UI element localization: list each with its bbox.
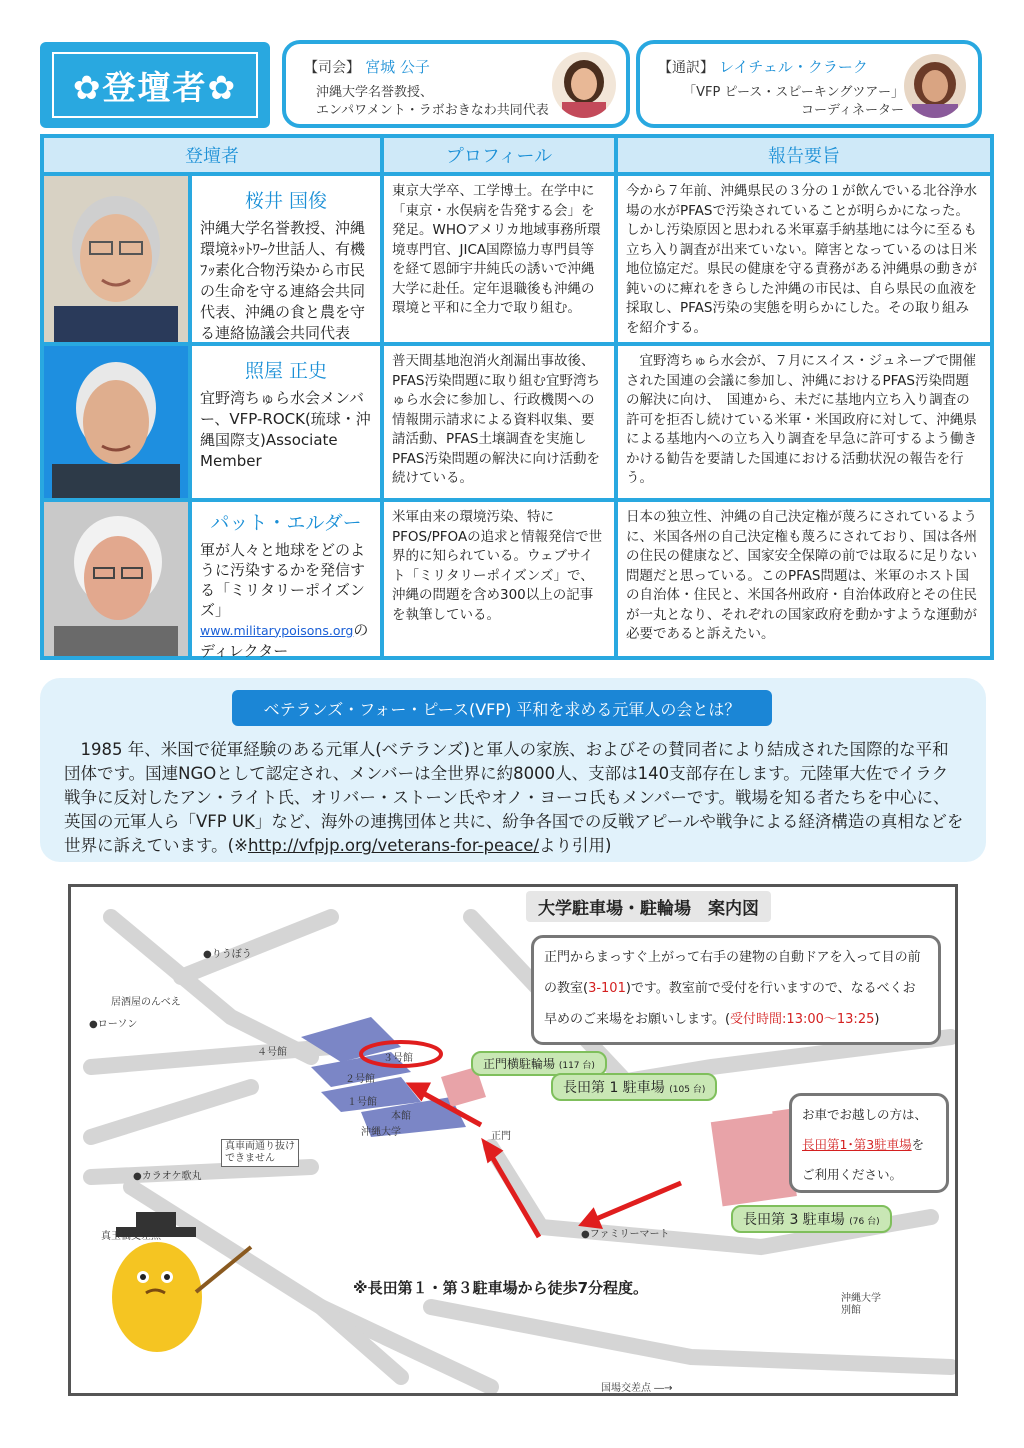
interpreter-desc-2: コーディネーター — [801, 103, 904, 118]
militarypoisons-link[interactable]: www.militarypoisons.org — [200, 622, 354, 638]
vfp-body-end: より引用) — [539, 836, 612, 855]
speaker-2-summary: 宜野湾ちゅら水会が、７月にスイス・ジュネーブで開催された国連の会議に参加し、沖縄におけるPFAS汚染問題の解決に向け、 国連から、未だに基地内立ち入り調査の許可を拒否し続けている米軍・米国政府に対して、沖縄県による基地内への立ち入り調査を早急に許可するよう働きかける勧告を要請した国連における活動状況の報告を行う。 — [618, 346, 990, 498]
entrance-info-bubble — [531, 935, 941, 1045]
bubble1-line2b: )です。教室前で受付を行いますので、なるべくお — [625, 981, 916, 996]
speaker-1-photo — [44, 176, 188, 342]
label-b1: １号館 — [347, 1097, 377, 1108]
speakers-table — [40, 134, 994, 660]
speaker-1-summary: 今から７年前、沖縄県民の３分の１が飲んでいる北谷浄水場の水がPFASで汚染されていることが明らかになった。しかし汚染原因と思われる米軍嘉手納基地には今に至るも立ち入り調査が出来ていない。障害となっているのは日米地位協定だ。県民の健康を守る責務がある沖縄県の動きが鈍いのに痺れをきらした沖縄の市民は、自ら県民の血液を採取し、PFAS汚染の実態を明らかにした。その取り組みを紹介する。 — [618, 176, 990, 342]
speaker-2-info — [192, 346, 380, 498]
label-b4: ４号館 — [257, 1047, 287, 1058]
bubble2-line2: を — [911, 1137, 925, 1152]
bubble1-line3b: ) — [874, 1012, 880, 1027]
walk-note: ※長田第１・第３駐車場から徒歩7分程度。 — [353, 1279, 649, 1297]
parking-bike-count: (117 台) — [558, 1061, 595, 1071]
reception-time: 受付時間:13:00～13:25 — [730, 1012, 875, 1027]
parking-1 — [551, 1073, 717, 1101]
bubble2-line3: ご利用ください。 — [802, 1167, 903, 1182]
speaker-3-summary: 日本の独立性、沖縄の自己決定権が蔑ろにされているように、米国各州の自己決定権も蔑ろにされており、国は各州の住民の健康など、国家安全保障の前では取るに足りない問題だと思っている。このPFAS問題は、米軍のホスト国の自治体・住民と、米国各州政府・自治体政府とその住民が一丸となり、それぞれの国家政府を動かすような運動が必要であると訴えたい。 — [618, 502, 990, 656]
speaker-1-profile: 東京大学卒、工学博士。在学中に「東京・水俣病を告発する会」を発足。WHOアメリカ地域事務所環境専門官、JICA国際協力専門員等を経て恩師宇井純氏の誘いで沖縄大学に赴任。定年退職後も沖縄の環境と平和に全力で取り組む。 — [384, 176, 614, 342]
speaker-1-name: 桜井 国俊 — [244, 190, 328, 212]
parking-info-bubble — [789, 1093, 949, 1193]
label-honkan: 本館 — [391, 1111, 411, 1122]
parking-3 — [731, 1205, 892, 1233]
moderator-card — [282, 40, 630, 128]
map-title: 大学駐車場・駐輪場 案内図 — [526, 891, 771, 922]
parking-3-label: 長田第 3 駐車場 — [743, 1212, 845, 1228]
interpreter-role: 【通訳】 — [658, 60, 714, 76]
interpreter-name: レイチェル・クラーク — [719, 58, 868, 76]
moderator-role: 【司会】 — [304, 60, 360, 76]
label-crossing-1: 真玉橋交差点 — [101, 1231, 161, 1242]
campus-map — [68, 884, 958, 1396]
th-speaker: 登壇者 — [44, 138, 380, 172]
interpreter-photo — [904, 54, 966, 118]
label-ryubo: ●りうぼう — [203, 949, 252, 960]
parking-bike-label: 正門横駐輪場 — [483, 1057, 556, 1071]
bubble1-line2a: の教室( — [544, 981, 589, 996]
speaker-2-name: 照屋 正史 — [244, 360, 328, 382]
parking-1-count: (105 台) — [669, 1085, 706, 1095]
speaker-1-desc: 沖縄大学名誉教授、沖縄環境ﾈｯﾄﾜｰｸ世話人、有機ﾌｯ素化合物汚染から市民の生命を守る連絡会共同代表、沖縄の食と農を守る連絡協議会共同代表 — [200, 218, 366, 342]
speaker-2-profile: 普天間基地泡消火剤漏出事故後、PFAS汚染問題に取り組む宜野湾ちゅら水会に参加し、行政機関への情報開示請求による資料収集、要請活動、PFAS土壌調査を実施しPFAS汚染問題の解決に向け活動を続けている。 — [384, 346, 614, 498]
label-seimon: 正門 — [491, 1131, 511, 1142]
speaker-3-info — [192, 502, 380, 660]
parking-1-label: 長田第 1 駐車場 — [563, 1080, 665, 1096]
bubble1-line3a: 早めのご来場をお願いします。( — [544, 1012, 731, 1027]
moderator-photo — [552, 52, 616, 118]
vfp-heading: ベテランズ・フォー・ピース(VFP) 平和を求める元軍人の会とは？ — [232, 690, 772, 726]
speaker-3-desc-2: のディレクター — [200, 620, 369, 660]
th-summary: 報告要旨 — [618, 138, 990, 172]
vfp-body-text: 1985 年、米国で従軍経験のある元軍人(ベテランズ)と軍人の家族、およびその賛同者により結成された国際的な平和団体です。国連NGOとして認定され、メンバーは全世界に約8000人、支部は140支部存在します。元陸軍大佐でイラク戦争に反対したアン・ライト氏、オリバー・ストーン氏やオノ・ヨーコ氏もメンバーです。戦場を知る者たちを中心に、英国の元軍人ら「VFP UK」など、海外の連携団体と共に、紛争各国での反戦アピールや戦争による経済構造の真相などを世界に訴えています。(※ — [64, 740, 964, 855]
label-lawson: ●ローソン — [89, 1019, 138, 1030]
label-karaoke: ●カラオケ歌丸 — [133, 1171, 202, 1182]
room-number: 3-101 — [588, 981, 626, 996]
label-familymart: ●ファミリーマート — [581, 1229, 670, 1240]
speaker-2-desc: 宜野湾ちゅら水会メンバー、VFP-ROCK(琉球・沖縄国際支)Associate Member — [200, 388, 371, 470]
label-b2: ２号館 — [345, 1074, 375, 1085]
moderator-name: 宮城 公子 — [365, 58, 430, 76]
label-univ: 沖縄大学 — [361, 1127, 401, 1138]
moderator-desc-2: エンパワメント・ラボおきなわ共同代表 — [316, 103, 549, 118]
parking-lots-name: 長田第1･第3駐車場 — [802, 1137, 912, 1152]
speakers-title-box — [40, 42, 270, 128]
speaker-3-profile: 米軍由来の環境汚染、特にPFOS/PFOAの追求と情報発信で世界的に知られている。ウェブサイト「ミリタリーポイズンズ」で、沖縄の問題を含め300以上の記事を執筆している。 — [384, 502, 614, 656]
label-annex: 沖縄大学 別館 — [841, 1293, 881, 1316]
speaker-3-photo — [44, 502, 188, 656]
speaker-2-photo — [44, 346, 188, 498]
label-no-through: 真車両通り抜け できません — [221, 1139, 299, 1167]
vfp-link[interactable]: http://vfpjp.org/veterans-for-peace/ — [247, 836, 540, 855]
interpreter-card — [636, 40, 982, 128]
bubble2-line1: お車でお越しの方は、 — [802, 1107, 928, 1122]
speaker-3-name: パット・エルダー — [210, 512, 362, 534]
vfp-body — [64, 738, 964, 858]
label-crossing-2: 国場交差点 ―→ — [601, 1383, 673, 1394]
th-profile: プロフィール — [384, 138, 614, 172]
speaker-3-desc: 軍が人々と地球をどのように汚染するかを発信する「ミリタリーポイズンズ」 — [200, 540, 366, 619]
interpreter-desc-1: 「VFP ピース・スピーキングツアー」 — [683, 85, 904, 100]
speaker-1-info — [192, 176, 380, 342]
moderator-desc-1: 沖縄大学名誉教授、 — [316, 85, 434, 100]
label-izakaya: 居酒屋のんべえ — [111, 997, 181, 1008]
bubble1-line1: 正門からまっすぐ上がって右手の建物の自動ドアを入って目の前 — [544, 950, 921, 965]
label-b3: ３号館 — [383, 1053, 413, 1064]
speakers-title: ✿登壇者✿ — [52, 52, 258, 118]
parking-3-count: (76 台) — [849, 1217, 880, 1227]
